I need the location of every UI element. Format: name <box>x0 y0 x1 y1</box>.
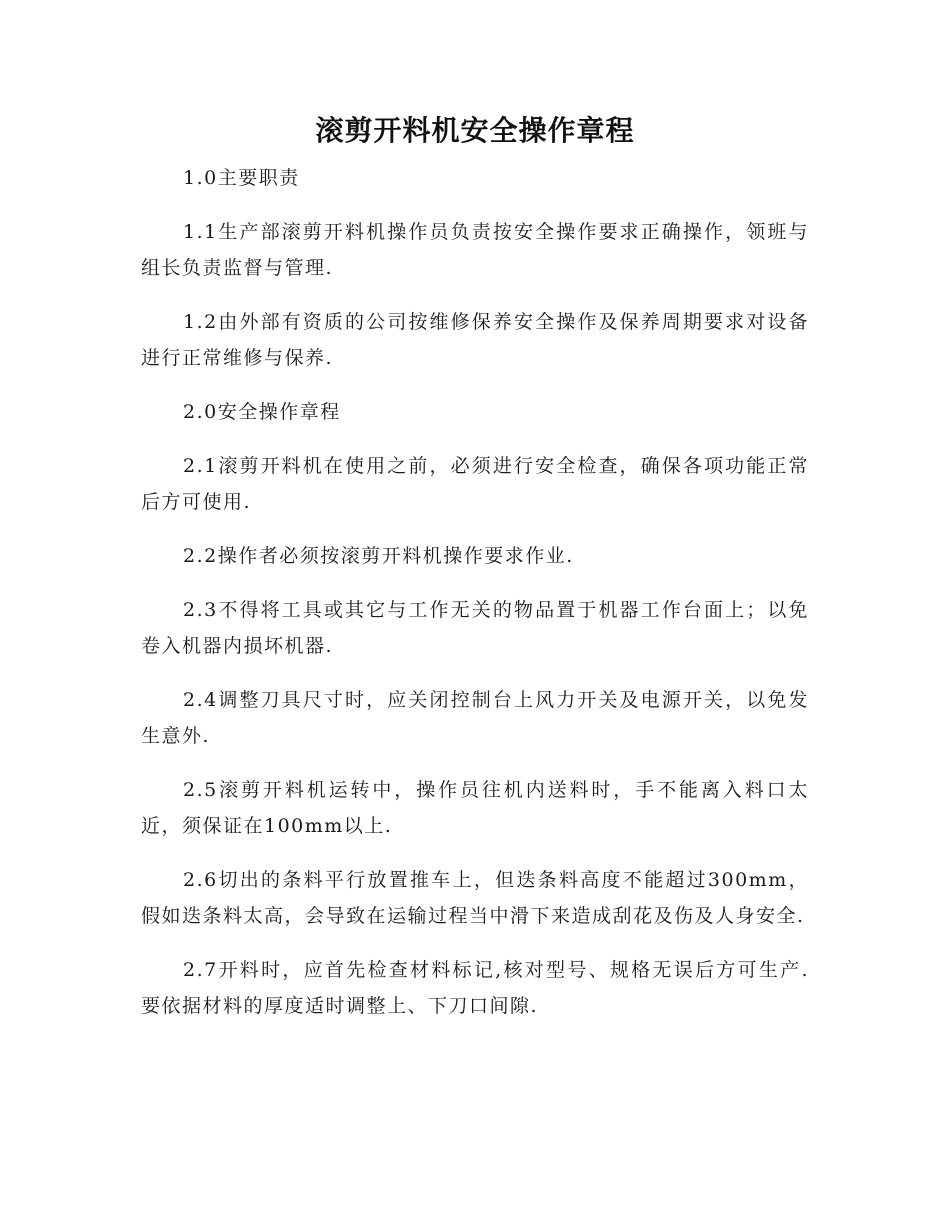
paragraph-1-2: 1.2由外部有资质的公司按维修保养安全操作及保养周期要求对设备进行正常维修与保养. <box>141 311 809 369</box>
section-heading-safety-rules: 2.0安全操作章程 <box>183 401 341 423</box>
paragraph-1-1: 1.1生产部滚剪开料机操作员负责按安全操作要求正确操作，领班与组长负责监督与管理. <box>141 221 809 279</box>
document-body <box>141 160 809 1042</box>
paragraph-2-4: 2.4调整刀具尺寸时，应关闭控制台上风力开关及电源开关，以免发生意外. <box>141 689 809 747</box>
paragraph-2-7: 2.7开料时，应首先检查材料标记,核对型号、规格无误后方可生产. 要依据材料的厚度适时调整上、下刀口间隙. <box>141 959 809 1017</box>
document-title: 滚剪开料机安全操作章程 <box>315 114 635 147</box>
paragraph-2-6: 2.6切出的条料平行放置推车上，但迭条料高度不能超过300mm，假如迭条料太高，会导致在运输过程当中滑下来造成刮花及伤及人身安全. <box>141 869 809 927</box>
paragraph-2-1: 2.1滚剪开料机在使用之前，必须进行安全检查，确保各项功能正常后方可使用. <box>141 455 809 513</box>
paragraph-2-3: 2.3不得将工具或其它与工作无关的物品置于机器工作台面上；以免卷入机器内损坏机器. <box>141 599 809 657</box>
section-heading-responsibilities: 1.0主要职责 <box>183 167 300 189</box>
paragraph-2-2: 2.2操作者必须按滚剪开料机操作要求作业. <box>183 545 574 567</box>
paragraph-2-5: 2.5滚剪开料机运转中，操作员往机内送料时，手不能离入料口太近，须保证在100mm以上. <box>141 779 809 837</box>
